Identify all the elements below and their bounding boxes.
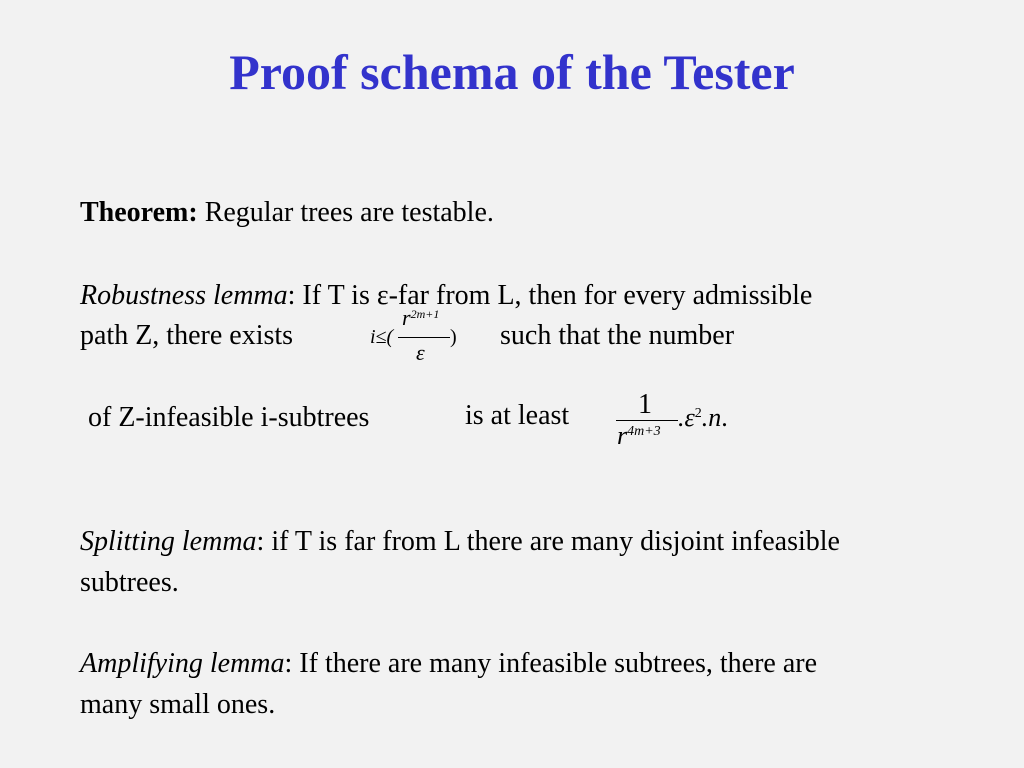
splitting-text-1: : if T is far from L there are many disjoint infeasible bbox=[256, 526, 840, 557]
robustness-label: Robustness lemma bbox=[80, 280, 288, 311]
formula-lower-bound-numerator: 1 bbox=[638, 389, 652, 420]
formula-i-bound-fraction-bar bbox=[398, 337, 450, 338]
amplifying-line-1 bbox=[80, 647, 817, 681]
slide-title: Proof schema of the Tester bbox=[229, 44, 795, 100]
robustness-line-2b: such that the number bbox=[500, 320, 735, 351]
splitting-line-1 bbox=[80, 525, 840, 559]
robustness-line-2a: path Z, there exists bbox=[80, 320, 294, 351]
splitting-line-2: subtrees. bbox=[80, 567, 179, 598]
formula-i-bound-exponent: 2m+1 bbox=[410, 307, 440, 321]
amplifying-text-1: : If there are many infeasible subtrees, there are bbox=[284, 648, 818, 679]
formula-lower-bound-tail: $.\varepsilon^2.n$. bbox=[678, 403, 728, 432]
amplifying-label: Amplifying lemma bbox=[80, 648, 285, 679]
theorem-label: Theorem: bbox=[80, 197, 198, 228]
formula-i-bound-numerator: $r^{2m+1}$ bbox=[402, 305, 440, 330]
amplifying-line-2: many small ones. bbox=[80, 689, 276, 720]
robustness-line-3b: is at least bbox=[465, 400, 570, 431]
formula-i-bound-lhs: i≤( bbox=[370, 326, 394, 348]
formula-lower-bound-denominator: $r^{4m+3}$ bbox=[617, 421, 661, 450]
splitting-label: Splitting lemma bbox=[80, 526, 257, 557]
theorem-line bbox=[80, 196, 494, 230]
formula-i-bound-rhs: ) bbox=[450, 326, 457, 348]
robustness-text-1: : If T is ε-far from L, then for every admissible bbox=[287, 280, 813, 311]
robustness-line-1 bbox=[80, 279, 812, 313]
theorem-text: Regular trees are testable. bbox=[197, 197, 494, 228]
formula-i-bound-denominator: ε bbox=[416, 340, 425, 365]
robustness-line-3a: of Z-infeasible i-subtrees bbox=[88, 402, 370, 433]
formula-lower-bound-exponent: 4m+3 bbox=[627, 424, 661, 439]
